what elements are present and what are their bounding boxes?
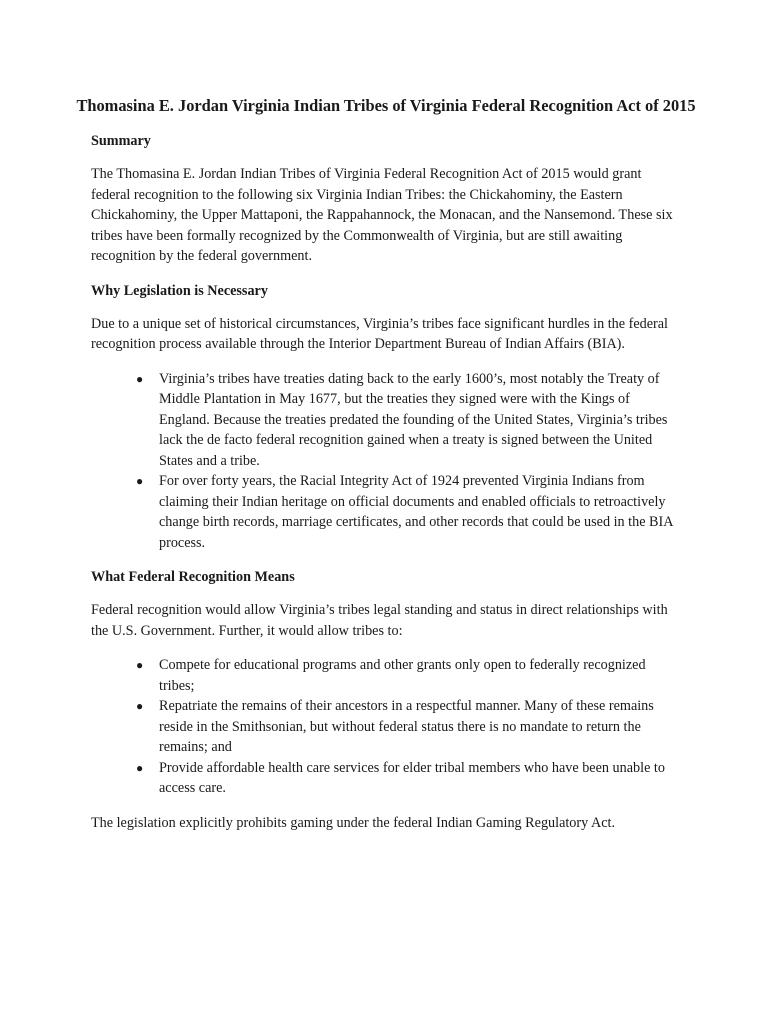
list-item <box>136 696 681 758</box>
what-bullet-list <box>91 655 681 799</box>
bullet-icon: ● <box>136 699 144 713</box>
why-bullet-list <box>91 369 681 554</box>
list-item-text: For over forty years, the Racial Integrity Act of 1924 prevented Virginia Indians from claiming their Indian heritage on official documents and enabled officials to retroactively change birth records, marriage certificates, and other records that could be used in the BIA process. <box>159 473 673 551</box>
list-item-text: Compete for educational programs and other grants only open to federally recognized tribes; <box>159 657 646 694</box>
list-item <box>136 758 681 799</box>
summary-heading: Summary <box>91 133 151 149</box>
list-item <box>136 369 681 472</box>
why-paragraph: Due to a unique set of historical circumstances, Virginia’s tribes face significant hurdles in the federal recognition process available through the Interior Department Bureau of Indian Affairs (BIA). <box>91 315 668 352</box>
what-heading: What Federal Recognition Means <box>91 569 295 585</box>
why-heading: Why Legislation is Necessary <box>91 282 268 299</box>
list-item-text: Repatriate the remains of their ancestors in a respectful manner. Many of these remains reside in the Smithsonian, but without federal status there is no mandate to return the remains; and <box>159 698 654 755</box>
what-paragraph: Federal recognition would allow Virginia’s tribes legal standing and status in direct relationships with the U.S. Government. Further, it would allow tribes to: <box>91 602 668 639</box>
bullet-icon: ● <box>136 760 144 775</box>
document-title: Thomasina E. Jordan Virginia Indian Tribes of Virginia Federal Recognition Act of 2015 <box>76 96 696 115</box>
list-item-text: Provide affordable health care services for elder tribal members who have been unable to access care. <box>159 759 665 796</box>
summary-paragraph: The Thomasina E. Jordan Indian Tribes of Virginia Federal Recognition Act of 2015 would grant federal recognition to the following six Virginia Indian Tribes: the Chickahominy, the Eastern Chickahominy, the Upper Mattaponi, the Rappahannock, the Monacan, and the Nansemond. These six tribes have been formally recognized by the Commonwealth of Virginia, but are still awaiting recognition by the federal government. <box>91 166 673 264</box>
document-page <box>76 94 696 847</box>
list-item <box>136 471 681 553</box>
bullet-icon: ● <box>136 658 144 672</box>
list-item <box>136 655 681 696</box>
bullet-icon: ● <box>136 474 144 488</box>
bullet-icon: ● <box>136 371 144 386</box>
closing-paragraph: The legislation explicitly prohibits gaming under the federal Indian Gaming Regulatory Act. <box>91 814 616 831</box>
list-item-text: Virginia’s tribes have treaties dating back to the early 1600’s, most notably the Treaty of Middle Plantation in May 1677, but the treaties they signed were with the Kings of England. Because the treaties predated the founding of the United States, Virginia’s tribes lack the de facto federal recognition gained when a treaty is signed between the United States and a tribe. <box>159 370 668 469</box>
